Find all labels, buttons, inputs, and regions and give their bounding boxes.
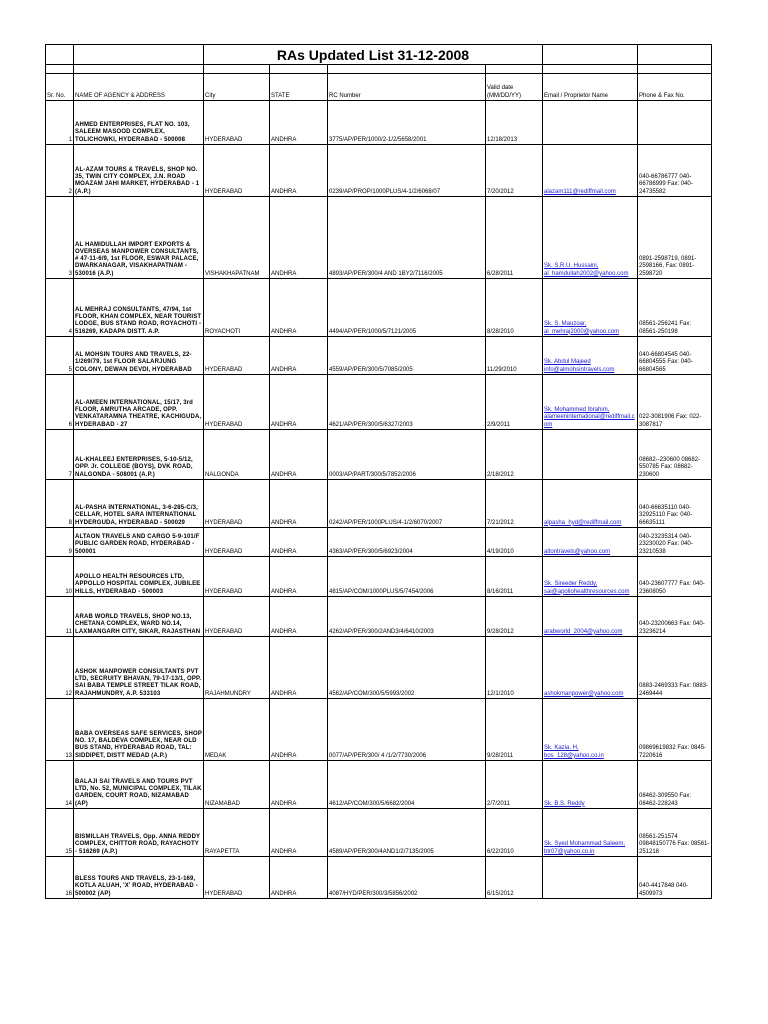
header-email: Email / Proprietor Name (543, 74, 638, 101)
rc-number-cell: 4562/AP/COM/300/5/5993/2002 (328, 637, 486, 699)
state-cell: ANDHRA (270, 857, 328, 899)
email-cell (543, 480, 638, 528)
valid-date-cell: 6/15/2012 (486, 857, 543, 899)
table-row (46, 699, 712, 761)
state-cell: ANDHRA (270, 761, 328, 809)
title-spacer-cell (74, 45, 204, 65)
agency-cell: ASHOK MANPOWER CONSULTANTS PVT LTD, SECRUITY BHAVAN, 79-17-13/1, OPP. SAI BABA TEMPLE STREET TILAK ROAD, RAJAHMUNDRY, A.P. 533103 (74, 637, 204, 699)
agency-cell: ARAB WORLD TRAVELS, SHOP NO.13, CHETANA COMPLEX, WARD NO.14, LAXMANGARH CITY, SIKAR, RAJASTHAN (74, 597, 204, 637)
city-cell: HYDERABAD (204, 857, 270, 899)
phone-cell: 08682--230600 08682-550785 Fax: 08682-230600 (638, 430, 712, 480)
phone-cell (638, 101, 712, 145)
valid-date-cell: 2/18/2012 (486, 430, 543, 480)
agency-cell: BALAJI SAI TRAVELS AND TOURS PVT LTD, No. 52, MUNICIPAL COMPLEX, TILAK GARDEN, COURT ROAD, NIZAMABAD (AP) (74, 761, 204, 809)
valid-date-cell: 7/21/2012 (486, 480, 543, 528)
phone-cell: 08561-251574 09848150776 Fax: 08561-251218 (638, 809, 712, 857)
header-agency: NAME OF AGENCY & ADDRESS (74, 74, 204, 101)
table-row (46, 809, 712, 857)
rc-number-cell: 4612/AP/COM/300/5/6682/2004 (328, 761, 486, 809)
state-cell: ANDHRA (270, 430, 328, 480)
sheet-title: RAs Updated List 31-12-2008 (204, 45, 543, 65)
sr-no-cell: 2 (46, 145, 74, 197)
sr-no-cell: 6 (46, 375, 74, 430)
email-link[interactable]: ashokmanpower@yahoo.com (544, 690, 624, 697)
email-link[interactable]: Sk. Syed Mohammad Saleem, btr07@yahoo.co.in (544, 841, 626, 855)
phone-cell: 040-23235314 040-23230020 Fax: 040-23210538 (638, 528, 712, 557)
email-cell (543, 809, 638, 857)
rc-number-cell: 0242/AP/PER/1000PLUS/4-1/2/6070/2007 (328, 480, 486, 528)
city-cell: HYDERABAD (204, 557, 270, 597)
state-cell: ANDHRA (270, 699, 328, 761)
agency-cell: AL MEHRAJ CONSULTANTS, 47/94, 1st FLOOR, KHAN COMPLEX, NEAR TOURIST LODGE, BUS STAND ROAD, ROYACHOTI - 516269, KADAPA DISTT. A.P. (74, 279, 204, 337)
valid-date-cell: 7/20/2012 (486, 145, 543, 197)
valid-date-cell: 2/7/2011 (486, 761, 543, 809)
sr-no-cell: 13 (46, 699, 74, 761)
email-cell (543, 857, 638, 899)
rc-number-cell: 4494/AP/PER/1000/5/7121/2005 (328, 279, 486, 337)
state-cell: ANDHRA (270, 809, 328, 857)
header-city: City (204, 74, 270, 101)
rc-number-cell: 4893/AP/PER/300/4 AND 1BY2/7116/2005 (328, 197, 486, 279)
agency-cell: AL-AMEEN INTERNATIONAL, 15/17, 3rd FLOOR, AMRUTHA ARCADE, OPP. VENKATARAMNA THEATRE, KACHIGUDA, HYDERABAD - 27 (74, 375, 204, 430)
email-cell (543, 375, 638, 430)
agency-cell: APOLLO HEALTH RESOURCES LTD, APPOLLO HOSPITAL COMPLEX, JUBILEE HILLS, HYDERABAD - 500003 (74, 557, 204, 597)
city-cell: HYDERABAD (204, 528, 270, 557)
table-row (46, 557, 712, 597)
sr-no-cell: 9 (46, 528, 74, 557)
table-row (46, 375, 712, 430)
table-row (46, 101, 712, 145)
table-row (46, 528, 712, 557)
sr-no-cell: 14 (46, 761, 74, 809)
rc-number-cell: 4559/AP/PER/300/5/7085/2005 (328, 337, 486, 375)
email-cell (543, 528, 638, 557)
city-cell: NALGONDA (204, 430, 270, 480)
sr-no-cell: 5 (46, 337, 74, 375)
agency-cell: ALTAON TRAVELS AND CARGO 5-9-101/F PUBLIC GARDEN ROAD, HYDERABAD - 500001 (74, 528, 204, 557)
agency-cell: BABA OVERSEAS SAFE SERVICES, SHOP NO. 17, BALDEVA COMPLEX, NEAR OLD BUS STAND, HYDERABAD ROAD, TAL: SIDDIPET, DISTT MEDAD (A.P.) (74, 699, 204, 761)
agency-cell: AHMED ENTERPRISES, FLAT NO. 103, SALEEM MASOOD COMPLEX, TOLICHOWKI, HYDERABAD - 500008 (74, 101, 204, 145)
rc-number-cell: 3775/AP/PER/1000/2-1/2/5658/2001 (328, 101, 486, 145)
phone-cell: 040-66804545 040-66804555 Fax: 040-66804565 (638, 337, 712, 375)
phone-cell: 08561-256241 Fax: 08561-250198 (638, 279, 712, 337)
sr-no-cell: 1 (46, 101, 74, 145)
table-row (46, 279, 712, 337)
email-link[interactable]: Sk. S. Mauzoar, al_mehraj2000@yahoo.com (544, 321, 620, 335)
rc-number-cell: 4589/AP/PER/300/4AND1/2/7135/2005 (328, 809, 486, 857)
valid-date-cell: 6/28/2011 (486, 197, 543, 279)
rc-number-cell: 4262/AP/PER/300/2AND3/4/6410/2003 (328, 597, 486, 637)
phone-cell: 08462-309550 Fax: 08462-228243 (638, 761, 712, 809)
email-link[interactable]: Sk. Sireeder Reddy, sai@apollohealthresources.com (544, 581, 630, 595)
city-cell: HYDERABAD (204, 337, 270, 375)
header-phone: Phone & Fax No. (638, 74, 712, 101)
phone-cell: 022-3081906 Fax: 022-3087817 (638, 375, 712, 430)
rc-number-cell: 0077/AP/PER/300/ 4 /1/2/7730/2006 (328, 699, 486, 761)
valid-date-cell: 9/28/2011 (486, 699, 543, 761)
city-cell: HYDERABAD (204, 597, 270, 637)
table-row (46, 430, 712, 480)
rc-number-cell: 0239/AP/PROP/1000PLUS/4-1/2/6068/07 (328, 145, 486, 197)
state-cell: ANDHRA (270, 637, 328, 699)
agency-cell: AL-KHALEEJ ENTERPRISES, 5-10-5/12, OPP. Jr. COLLEGE (BOYS), DVK ROAD, NALGONDA - 508001 (A.P.) (74, 430, 204, 480)
header-row (46, 74, 712, 101)
valid-date-cell: 12/1/2010 (486, 637, 543, 699)
header-rc-number: RC Number (328, 74, 486, 101)
city-cell: RAJAHMUNDRY (204, 637, 270, 699)
title-row (46, 45, 712, 65)
valid-date-cell: 6/22/2010 (486, 809, 543, 857)
rc-number-cell: 4363/AP/PER/300/5/6923/2004 (328, 528, 486, 557)
email-cell (543, 337, 638, 375)
email-cell (543, 279, 638, 337)
city-cell: RAYAPETTA (204, 809, 270, 857)
table-row (46, 857, 712, 899)
sr-no-cell: 11 (46, 597, 74, 637)
title-spacer-cell (638, 45, 712, 65)
email-link[interactable]: alazam111@rediffmail.com (544, 188, 616, 195)
header-sr-no: Sr. No. (46, 74, 74, 101)
agency-cell: AL-PASHA INTERNATIONAL, 3-6-285-C/3, CELLAR, HOTEL SARA INTERNATIONAL HYDERGUDA, HYDERABAD - 500029 (74, 480, 204, 528)
email-link[interactable]: Sk. B.S. Reddy (544, 800, 585, 807)
header-valid-date: Valid date (MM/DD/YY) (486, 74, 543, 101)
phone-cell: 040-66786777 040-66786999 Fax: 040-24735582 (638, 145, 712, 197)
city-cell: HYDERABAD (204, 480, 270, 528)
agency-cell: AL MOHSIN TOURS AND TRAVELS, 22-1/269/79, 1st FLOOR SALARJUNG COLONY, DEWAN DEVDI, HYDERABAD (74, 337, 204, 375)
header-state: STATE (270, 74, 328, 101)
phone-cell: 040-23200663 Fax: 040-23236214 (638, 597, 712, 637)
rc-number-cell: 4087/HYD/PER/300/3/5856/2002 (328, 857, 486, 899)
email-cell (543, 197, 638, 279)
city-cell: HYDERABAD (204, 145, 270, 197)
agency-cell: BISMILLAH TRAVELS, Opp. ANNA REDDY COMPLEX, CHITTOR ROAD, RAYACHOTY - 516269 (A.P.) (74, 809, 204, 857)
valid-date-cell: 2/9/2011 (486, 375, 543, 430)
email-cell (543, 761, 638, 809)
sr-no-cell: 10 (46, 557, 74, 597)
table-row (46, 761, 712, 809)
ra-list-table (45, 44, 712, 899)
state-cell: ANDHRA (270, 480, 328, 528)
sr-no-cell: 16 (46, 857, 74, 899)
table-row (46, 597, 712, 637)
agency-cell: AL-AZAM TOURS & TRAVELS, SHOP NO. 35, TWIN CITY COMPLEX, J.N. ROAD MOAZAM JAHI MARKET, HYDERABAD - 1 (A.P.) (74, 145, 204, 197)
sr-no-cell: 12 (46, 637, 74, 699)
email-cell (543, 101, 638, 145)
email-cell (543, 557, 638, 597)
state-cell: ANDHRA (270, 197, 328, 279)
sr-no-cell: 4 (46, 279, 74, 337)
table-row (46, 145, 712, 197)
sr-no-cell: 3 (46, 197, 74, 279)
email-link[interactable]: alpasha_hyd@rediffmail.com (544, 519, 622, 526)
valid-date-cell: 8/16/2011 (486, 557, 543, 597)
state-cell: ANDHRA (270, 375, 328, 430)
rc-number-cell: 4815/AP/COM/1000PLUS/5/7454/2006 (328, 557, 486, 597)
city-cell: HYDERABAD (204, 101, 270, 145)
email-link[interactable]: altontravels@yahoo.com (544, 548, 611, 555)
valid-date-cell: 12/18/2013 (486, 101, 543, 145)
phone-cell: 0883-2469333 Fax: 0883-2469444 (638, 637, 712, 699)
valid-date-cell: 11/29/2010 (486, 337, 543, 375)
title-spacer-cell (543, 45, 638, 65)
email-cell (543, 597, 638, 637)
state-cell: ANDHRA (270, 528, 328, 557)
phone-cell: 040-66635110 040-32925110 Fax: 040-66635111 (638, 480, 712, 528)
state-cell: ANDHRA (270, 597, 328, 637)
city-cell: MEDAK (204, 699, 270, 761)
city-cell: VISHAKHAPATNAM (204, 197, 270, 279)
state-cell: ANDHRA (270, 145, 328, 197)
sr-no-cell: 7 (46, 430, 74, 480)
valid-date-cell: 9/28/2012 (486, 597, 543, 637)
table-row (46, 337, 712, 375)
email-link[interactable]: Sk. Kazia. H, bos_128@yahoo.co.in (544, 745, 604, 759)
table-row (46, 197, 712, 279)
phone-cell: 040-23607777 Fax: 040-23608050 (638, 557, 712, 597)
table-row (46, 480, 712, 528)
phone-cell: 040-4417848 040-4509973 (638, 857, 712, 899)
table-row (46, 637, 712, 699)
blank-row (46, 65, 712, 74)
agency-cell: AL HAMIDULLAH IMPORT EXPORTS & OVERSEAS MANPOWER CONSULTANTS, # 47-11-6/9, 1st FLOOR, ESWAR PALACE, DWARKANAGAR, VISAKHAPATNAM - 530016 (A.P.) (74, 197, 204, 279)
sr-no-cell: 15 (46, 809, 74, 857)
city-cell: NIZAMABAD (204, 761, 270, 809)
email-cell (543, 699, 638, 761)
rc-number-cell: 4621/AP/PER/300/5/6327/2003 (328, 375, 486, 430)
phone-cell: 0891-2598719, 0891-2598166, Fax: 0891-2598720 (638, 197, 712, 279)
valid-date-cell: 8/28/2010 (486, 279, 543, 337)
state-cell: ANDHRA (270, 337, 328, 375)
email-link[interactable]: Sk. Abdul Majeed info@almohsintravels.com (544, 359, 615, 373)
email-link[interactable]: Sk. S.R.U. Hussaini, al_hamdullah2002@yahoo.com (544, 263, 629, 277)
rc-number-cell: 0003/AP/PART/300/5/7852/2006 (328, 430, 486, 480)
agency-cell: BLESS TOURS AND TRAVELS, 23-1-169, KOTLA ALUAH, 'X' ROAD, HYDERABAD - 500002 (AP) (74, 857, 204, 899)
email-link[interactable]: Sk. Mohammed Ibrahim, alameeninternational@rediffmail.com (544, 407, 635, 428)
email-link[interactable]: arabworld_2004@yahoo.com (544, 628, 623, 635)
city-cell: ROYACHOTI (204, 279, 270, 337)
email-cell (543, 430, 638, 480)
sr-no-cell: 8 (46, 480, 74, 528)
phone-cell: 09869619832 Fax: 0845-7220616 (638, 699, 712, 761)
state-cell: ANDHRA (270, 557, 328, 597)
email-cell (543, 145, 638, 197)
state-cell: ANDHRA (270, 101, 328, 145)
title-spacer-cell (46, 45, 74, 65)
email-cell (543, 637, 638, 699)
state-cell: ANDHRA (270, 279, 328, 337)
valid-date-cell: 4/19/2010 (486, 528, 543, 557)
city-cell: HYDERABAD (204, 375, 270, 430)
